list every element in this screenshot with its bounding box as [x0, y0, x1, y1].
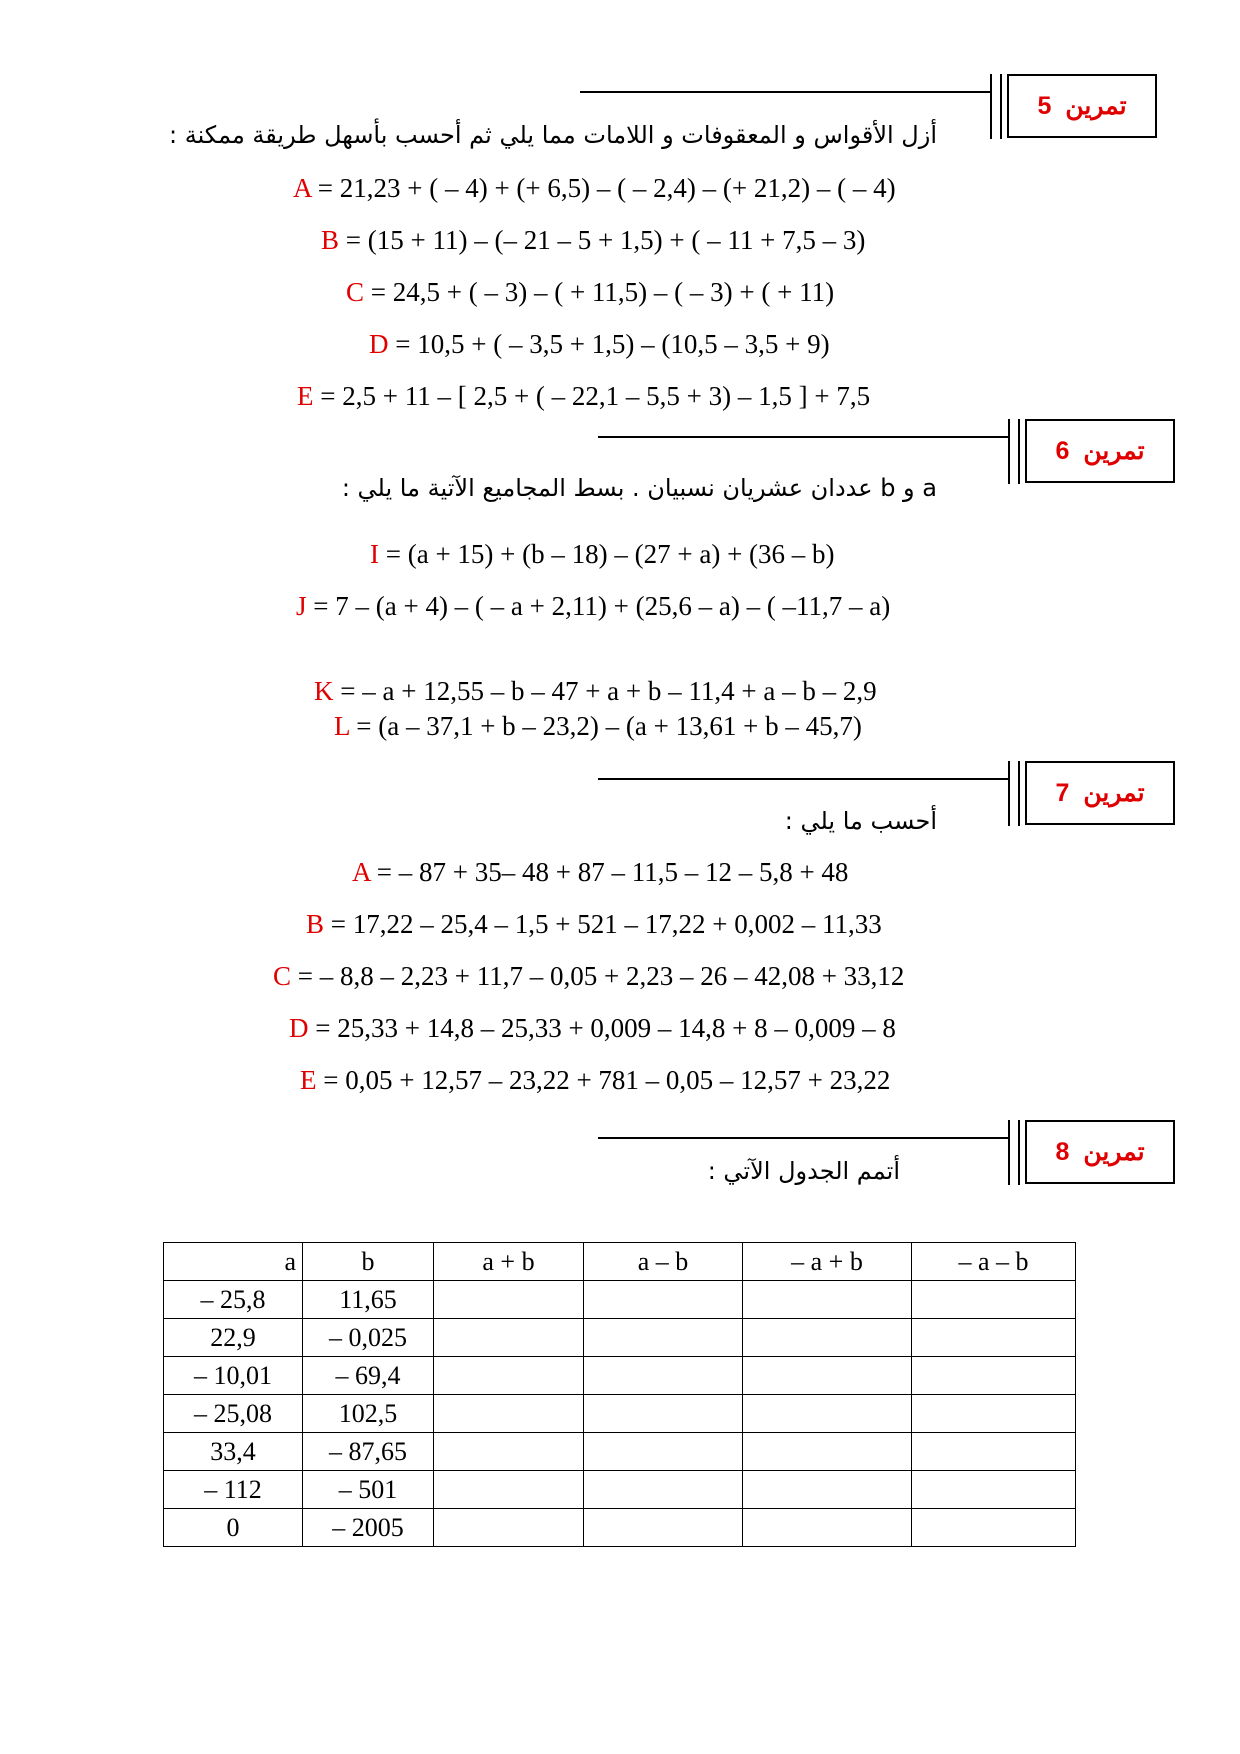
cell-neg-a-plus-b[interactable]: [743, 1357, 912, 1395]
equation-label: A: [352, 857, 371, 887]
equation: [314, 676, 877, 707]
table-header: a: [164, 1243, 303, 1281]
exercise-8-table: [163, 1242, 1076, 1547]
table-row: [164, 1471, 1076, 1509]
equation: [369, 329, 830, 360]
exercise-5-title: [1007, 74, 1157, 138]
table-header: – a – b: [912, 1243, 1076, 1281]
cell-a-minus-b[interactable]: [584, 1433, 743, 1471]
exercise-6-instruction: a و b عددان عشريان نسبيان . بسط المجاميع الآتية ما يلي :: [341, 474, 937, 502]
cell-b: – 2005: [303, 1509, 434, 1547]
cell-b: 11,65: [303, 1281, 434, 1319]
cell-a: 33,4: [164, 1433, 303, 1471]
equation-expression: = (a – 37,1 + b – 23,2) – (a + 13,61 + b – 45,7): [349, 711, 862, 741]
equation-expression: = (15 + 11) – (– 21 – 5 + 1,5) + ( – 11 + 7,5 – 3): [339, 225, 866, 255]
exercise-7-divider: [1018, 761, 1020, 826]
equation-label: A: [293, 173, 312, 203]
cell-neg-a-minus-b[interactable]: [912, 1433, 1076, 1471]
equation-expression: = 0,05 + 12,57 – 23,22 + 781 – 0,05 – 12,57 + 23,22: [316, 1065, 891, 1095]
exercise-8-title: [1025, 1120, 1175, 1184]
equation: [370, 539, 835, 570]
table-row: [164, 1509, 1076, 1547]
cell-a: – 25,8: [164, 1281, 303, 1319]
cell-neg-a-plus-b[interactable]: [743, 1509, 912, 1547]
cell-neg-a-minus-b[interactable]: [912, 1319, 1076, 1357]
equation-expression: = – a + 12,55 – b – 47 + a + b – 11,4 + a – b – 2,9: [333, 676, 877, 706]
cell-a: – 10,01: [164, 1357, 303, 1395]
cell-a-plus-b[interactable]: [434, 1433, 584, 1471]
cell-neg-a-minus-b[interactable]: [912, 1509, 1076, 1547]
exercise-label: تمرين: [1083, 779, 1145, 807]
cell-a: 22,9: [164, 1319, 303, 1357]
equation-expression: = 7 – (a + 4) – ( – a + 2,11) + (25,6 – a) – ( –11,7 – a): [306, 591, 891, 621]
cell-a-minus-b[interactable]: [584, 1319, 743, 1357]
exercise-6-rule: [598, 436, 1008, 438]
equation-label: L: [334, 711, 350, 741]
table-row: [164, 1319, 1076, 1357]
equation-expression: = 10,5 + ( – 3,5 + 1,5) – (10,5 – 3,5 + 9): [388, 329, 830, 359]
equation: [306, 909, 882, 940]
equation-label: I: [370, 539, 379, 569]
table-row: [164, 1433, 1076, 1471]
exercise-7-instruction: أحسب ما يلي :: [784, 807, 937, 835]
equation-label: C: [273, 961, 292, 991]
cell-a-plus-b[interactable]: [434, 1357, 584, 1395]
cell-a-plus-b[interactable]: [434, 1471, 584, 1509]
cell-a-plus-b[interactable]: [434, 1509, 584, 1547]
cell-a-plus-b[interactable]: [434, 1319, 584, 1357]
cell-a-plus-b[interactable]: [434, 1281, 584, 1319]
exercise-label: تمرين: [1083, 437, 1145, 465]
table-header-row: [164, 1243, 1076, 1281]
exercise-number: 7: [1055, 778, 1070, 807]
exercise-label: تمرين: [1083, 1138, 1145, 1166]
equation-label: C: [346, 277, 365, 307]
equation-expression: = 24,5 + ( – 3) – ( + 11,5) – ( – 3) + ( + 11): [364, 277, 835, 307]
cell-b: – 87,65: [303, 1433, 434, 1471]
exercise-5-divider: [990, 74, 992, 139]
exercise-number: 8: [1055, 1137, 1070, 1166]
equation-expression: = 17,22 – 25,4 – 1,5 + 521 – 17,22 + 0,002 – 11,33: [324, 909, 882, 939]
exercise-5-instruction: أزل الأقواس و المعقوفات و اللامات مما يلي ثم أحسب بأسهل طريقة ممكنة :: [168, 121, 937, 149]
exercise-7-divider: [1008, 761, 1010, 826]
cell-b: – 0,025: [303, 1319, 434, 1357]
equation-label: E: [297, 381, 314, 411]
equation-label: D: [369, 329, 389, 359]
equation-label: B: [306, 909, 325, 939]
exercise-8-rule: [598, 1137, 1008, 1139]
cell-b: – 69,4: [303, 1357, 434, 1395]
cell-neg-a-minus-b[interactable]: [912, 1395, 1076, 1433]
cell-neg-a-minus-b[interactable]: [912, 1281, 1076, 1319]
cell-neg-a-minus-b[interactable]: [912, 1471, 1076, 1509]
table-header: b: [303, 1243, 434, 1281]
cell-a-minus-b[interactable]: [584, 1357, 743, 1395]
cell-a-minus-b[interactable]: [584, 1395, 743, 1433]
equation: [334, 711, 862, 742]
cell-a: – 112: [164, 1471, 303, 1509]
cell-a: – 25,08: [164, 1395, 303, 1433]
table-row: [164, 1281, 1076, 1319]
table-header: a – b: [584, 1243, 743, 1281]
equation-label: K: [314, 676, 334, 706]
equation: [293, 173, 896, 204]
equation: [352, 857, 848, 888]
exercise-7-title: [1025, 761, 1175, 825]
exercise-8-divider: [1018, 1120, 1020, 1185]
cell-a-minus-b[interactable]: [584, 1471, 743, 1509]
table-row: [164, 1395, 1076, 1433]
cell-a-plus-b[interactable]: [434, 1395, 584, 1433]
cell-neg-a-plus-b[interactable]: [743, 1281, 912, 1319]
cell-neg-a-plus-b[interactable]: [743, 1433, 912, 1471]
equation: [346, 277, 834, 308]
equation-expression: = 25,33 + 14,8 – 25,33 + 0,009 – 14,8 + 8 – 0,009 – 8: [308, 1013, 896, 1043]
equation-expression: = 21,23 + ( – 4) + (+ 6,5) – ( – 2,4) – (+ 21,2) – ( – 4): [311, 173, 896, 203]
cell-b: 102,5: [303, 1395, 434, 1433]
exercise-5-divider: [1000, 74, 1002, 139]
table-row: [164, 1357, 1076, 1395]
equation-expression: = – 87 + 35– 48 + 87 – 11,5 – 12 – 5,8 + 48: [370, 857, 849, 887]
cell-neg-a-plus-b[interactable]: [743, 1395, 912, 1433]
table-header: a + b: [434, 1243, 584, 1281]
equation-label: D: [289, 1013, 309, 1043]
equation: [296, 591, 890, 622]
cell-neg-a-plus-b[interactable]: [743, 1471, 912, 1509]
equation: [321, 225, 865, 256]
exercise-number: 6: [1055, 436, 1070, 465]
equation: [297, 381, 870, 412]
exercise-7-rule: [598, 778, 1008, 780]
equation-expression: = – 8,8 – 2,23 + 11,7 – 0,05 + 2,23 – 26 – 42,08 + 33,12: [291, 961, 905, 991]
exercise-8-divider: [1008, 1120, 1010, 1185]
equation-expression: = 2,5 + 11 – [ 2,5 + ( – 22,1 – 5,5 + 3) – 1,5 ] + 7,5: [313, 381, 871, 411]
equation: [289, 1013, 896, 1044]
exercise-8-instruction: أتمم الجدول الآتي :: [707, 1157, 900, 1185]
cell-a-minus-b[interactable]: [584, 1281, 743, 1319]
equation: [300, 1065, 890, 1096]
equation-label: J: [296, 591, 307, 621]
equation-label: E: [300, 1065, 317, 1095]
cell-neg-a-plus-b[interactable]: [743, 1319, 912, 1357]
cell-a: 0: [164, 1509, 303, 1547]
table-header: – a + b: [743, 1243, 912, 1281]
exercise-6-title: [1025, 419, 1175, 483]
equation: [273, 961, 904, 992]
equation-expression: = (a + 15) + (b – 18) – (27 + a) + (36 – b): [379, 539, 835, 569]
exercise-number: 5: [1037, 91, 1052, 120]
equation-label: B: [321, 225, 340, 255]
cell-b: – 501: [303, 1471, 434, 1509]
exercise-6-divider: [1018, 419, 1020, 484]
cell-neg-a-minus-b[interactable]: [912, 1357, 1076, 1395]
exercise-6-divider: [1008, 419, 1010, 484]
exercise-label: تمرين: [1065, 92, 1127, 120]
exercise-5-rule: [580, 91, 990, 93]
cell-a-minus-b[interactable]: [584, 1509, 743, 1547]
